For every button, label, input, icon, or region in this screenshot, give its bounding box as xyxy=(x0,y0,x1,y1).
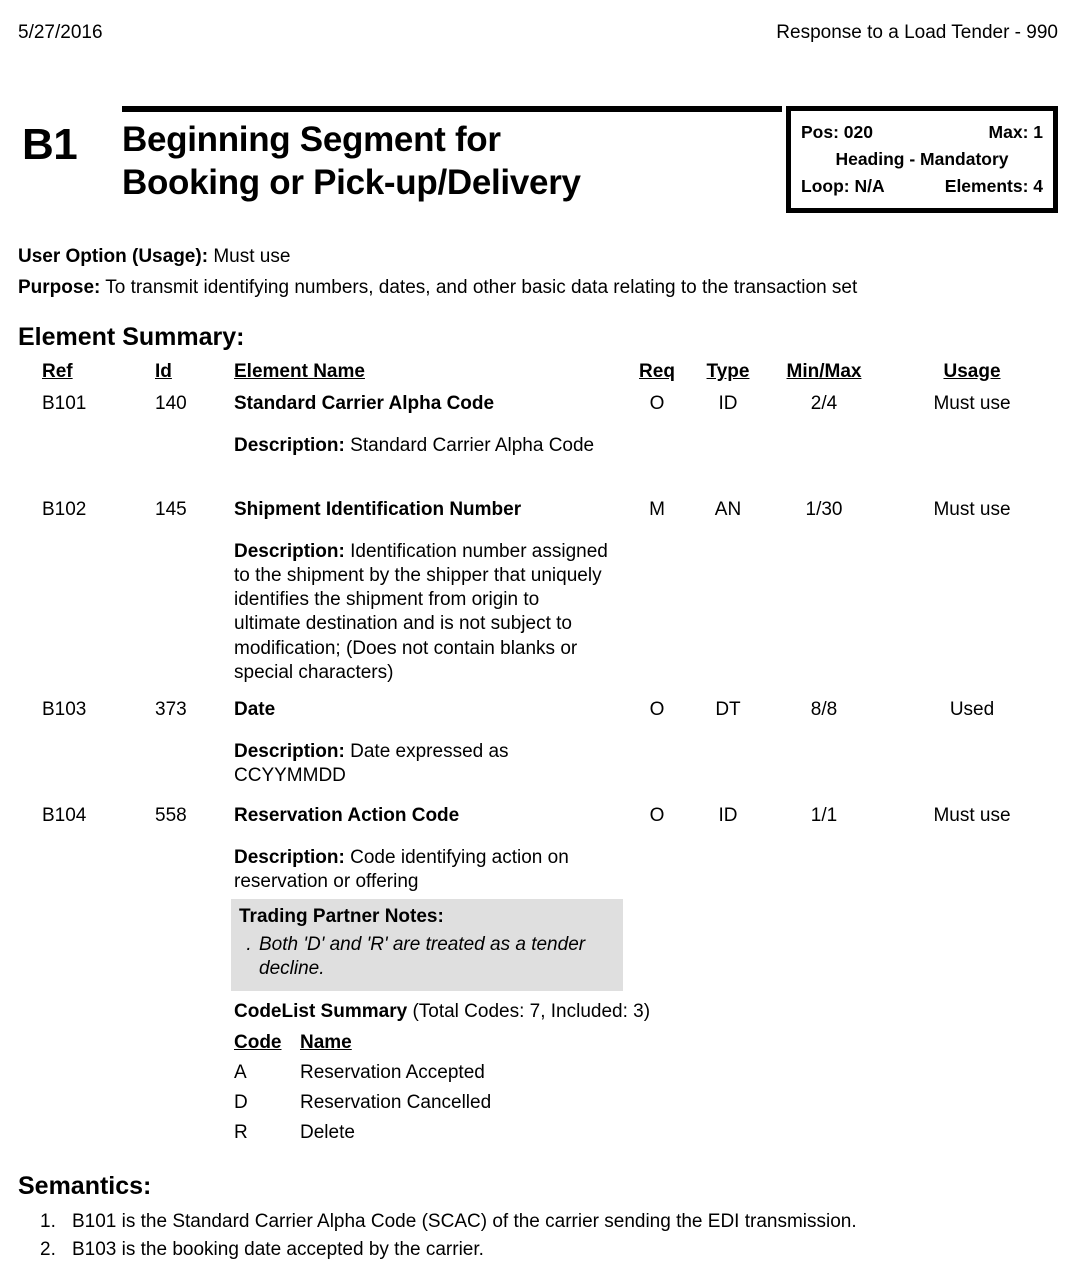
trading-partner-notes xyxy=(231,899,623,991)
user-option-line xyxy=(18,245,290,269)
row-usage: Used xyxy=(949,699,995,720)
semantics-item-text: B103 is the booking date accepted by the carrier. xyxy=(72,1238,484,1260)
row-name: Standard Carrier Alpha Code xyxy=(234,393,495,414)
row-name: Reservation Action Code xyxy=(234,805,460,826)
codelist-header-row xyxy=(234,1031,754,1061)
codelist-column-header-code: Code xyxy=(234,1031,282,1053)
codelist-column-header-name: Name xyxy=(300,1031,352,1053)
purpose-label: Purpose: xyxy=(18,277,101,298)
codelist-name: Delete xyxy=(300,1121,355,1143)
description-label: Description: xyxy=(234,847,345,868)
column-header-id: Id xyxy=(155,361,172,382)
codelist-code: D xyxy=(234,1091,248,1113)
semantics-list xyxy=(40,1208,857,1264)
segment-code: B1 xyxy=(22,120,78,169)
codelist-counts: (Total Codes: 7, Included: 3) xyxy=(412,1001,651,1022)
row-ref: B101 xyxy=(42,393,87,414)
row-id: 558 xyxy=(155,805,187,826)
semantics-heading: Semantics: xyxy=(18,1172,152,1200)
purpose-line xyxy=(18,276,857,300)
semantics-item-number: 1. xyxy=(40,1211,56,1232)
row-description xyxy=(234,846,609,894)
table-row xyxy=(0,804,1076,1144)
header-document-title: Response to a Load Tender - 990 xyxy=(776,22,1058,43)
description-label: Description: xyxy=(234,741,345,762)
row-description xyxy=(234,740,609,788)
codelist-row xyxy=(234,1091,754,1121)
info-row-heading xyxy=(801,146,1043,173)
row-type: DT xyxy=(715,699,741,720)
row-usage: Must use xyxy=(933,805,1011,826)
codelist-row xyxy=(234,1121,754,1151)
description-text: Identification number assigned to the shipment by the shipper that uniquely identifies the shipment from origin to ultimate destination and is not subject to modification; (Does not contain blanks or special characters) xyxy=(234,541,608,683)
bullet-icon: . xyxy=(246,934,252,956)
purpose-value: To transmit identifying numbers, dates, and other basic data relating to the transaction set xyxy=(105,277,858,298)
element-summary-table xyxy=(0,360,1076,1144)
info-row-pos-max xyxy=(801,119,1043,146)
column-header-minmax: Min/Max xyxy=(786,361,862,382)
semantics-item-number: 2. xyxy=(40,1238,56,1260)
segment-title-rule xyxy=(122,106,782,204)
info-heading-mandatory: Heading - Mandatory xyxy=(835,149,1009,170)
column-header-name: Element Name xyxy=(234,361,365,382)
row-req: O xyxy=(649,805,665,826)
row-id: 145 xyxy=(155,499,187,520)
page-header xyxy=(18,22,1058,44)
column-header-type: Type xyxy=(706,361,750,382)
row-req: O xyxy=(649,699,665,720)
list-item xyxy=(40,1236,857,1264)
row-description xyxy=(234,434,609,458)
codelist-name: Reservation Cancelled xyxy=(300,1091,492,1113)
row-req: O xyxy=(649,393,665,414)
column-header-usage: Usage xyxy=(943,361,1001,382)
user-option-value: Must use xyxy=(213,246,291,267)
column-header-req: Req xyxy=(639,361,675,382)
row-id: 373 xyxy=(155,699,187,720)
codelist-row xyxy=(234,1061,754,1091)
column-header-ref: Ref xyxy=(42,361,73,382)
row-description xyxy=(234,540,609,685)
table-row xyxy=(0,392,1076,498)
row-minmax: 1/30 xyxy=(805,499,843,520)
segment-title-line-1: Beginning Segment for xyxy=(122,120,501,159)
description-text: Standard Carrier Alpha Code xyxy=(350,435,595,456)
description-label: Description: xyxy=(234,541,345,562)
description-text: Code identifying action on reservation or offering xyxy=(234,847,569,893)
info-row-loop-elements xyxy=(801,173,1043,200)
row-ref: B104 xyxy=(42,805,87,826)
info-pos: Pos: 020 xyxy=(801,122,873,142)
codelist-code: A xyxy=(234,1061,247,1083)
trading-partner-note-text: Both 'D' and 'R' are treated as a tender decline. xyxy=(259,934,586,980)
row-type: AN xyxy=(714,499,742,520)
row-minmax: 1/1 xyxy=(810,805,838,826)
row-minmax: 2/4 xyxy=(810,393,838,414)
trading-partner-note-item xyxy=(239,933,615,981)
row-ref: B103 xyxy=(42,699,87,720)
segment-title-line-2: Booking or Pick-up/Delivery xyxy=(122,163,581,203)
row-minmax: 8/8 xyxy=(810,699,838,720)
row-name: Date xyxy=(234,699,276,720)
row-id: 140 xyxy=(155,393,187,414)
row-type: ID xyxy=(718,393,738,414)
info-loop: Loop: N/A xyxy=(801,176,885,197)
element-summary-heading: Element Summary: xyxy=(18,323,245,351)
codelist-code: R xyxy=(234,1121,248,1143)
row-ref: B102 xyxy=(42,499,87,520)
table-header-row xyxy=(0,360,1076,392)
table-row xyxy=(0,698,1076,804)
row-req: M xyxy=(649,499,665,520)
segment-info-box xyxy=(786,106,1058,213)
row-type: ID xyxy=(718,805,738,826)
description-label: Description: xyxy=(234,435,345,456)
user-option-label: User Option (Usage): xyxy=(18,246,209,267)
codelist-summary xyxy=(234,1000,754,1151)
list-item xyxy=(40,1208,857,1236)
header-date: 5/27/2016 xyxy=(18,22,103,43)
semantics-item-text: B101 is the Standard Carrier Alpha Code (SCAC) of the carrier sending the EDI transmission. xyxy=(72,1211,857,1232)
row-name: Shipment Identification Number xyxy=(234,499,522,520)
codelist-summary-heading xyxy=(234,1000,754,1025)
table-row xyxy=(0,498,1076,698)
codelist-name: Reservation Accepted xyxy=(300,1061,485,1083)
info-elements: Elements: 4 xyxy=(944,176,1043,197)
segment-title-band xyxy=(18,106,1058,224)
trading-partner-notes-title: Trading Partner Notes: xyxy=(239,906,444,927)
row-usage: Must use xyxy=(933,393,1011,414)
description-text: Date expressed as CCYYMMDD xyxy=(234,741,509,787)
codelist-title: CodeList Summary xyxy=(234,1001,408,1022)
info-max: Max: 1 xyxy=(988,122,1043,142)
row-usage: Must use xyxy=(933,499,1011,520)
